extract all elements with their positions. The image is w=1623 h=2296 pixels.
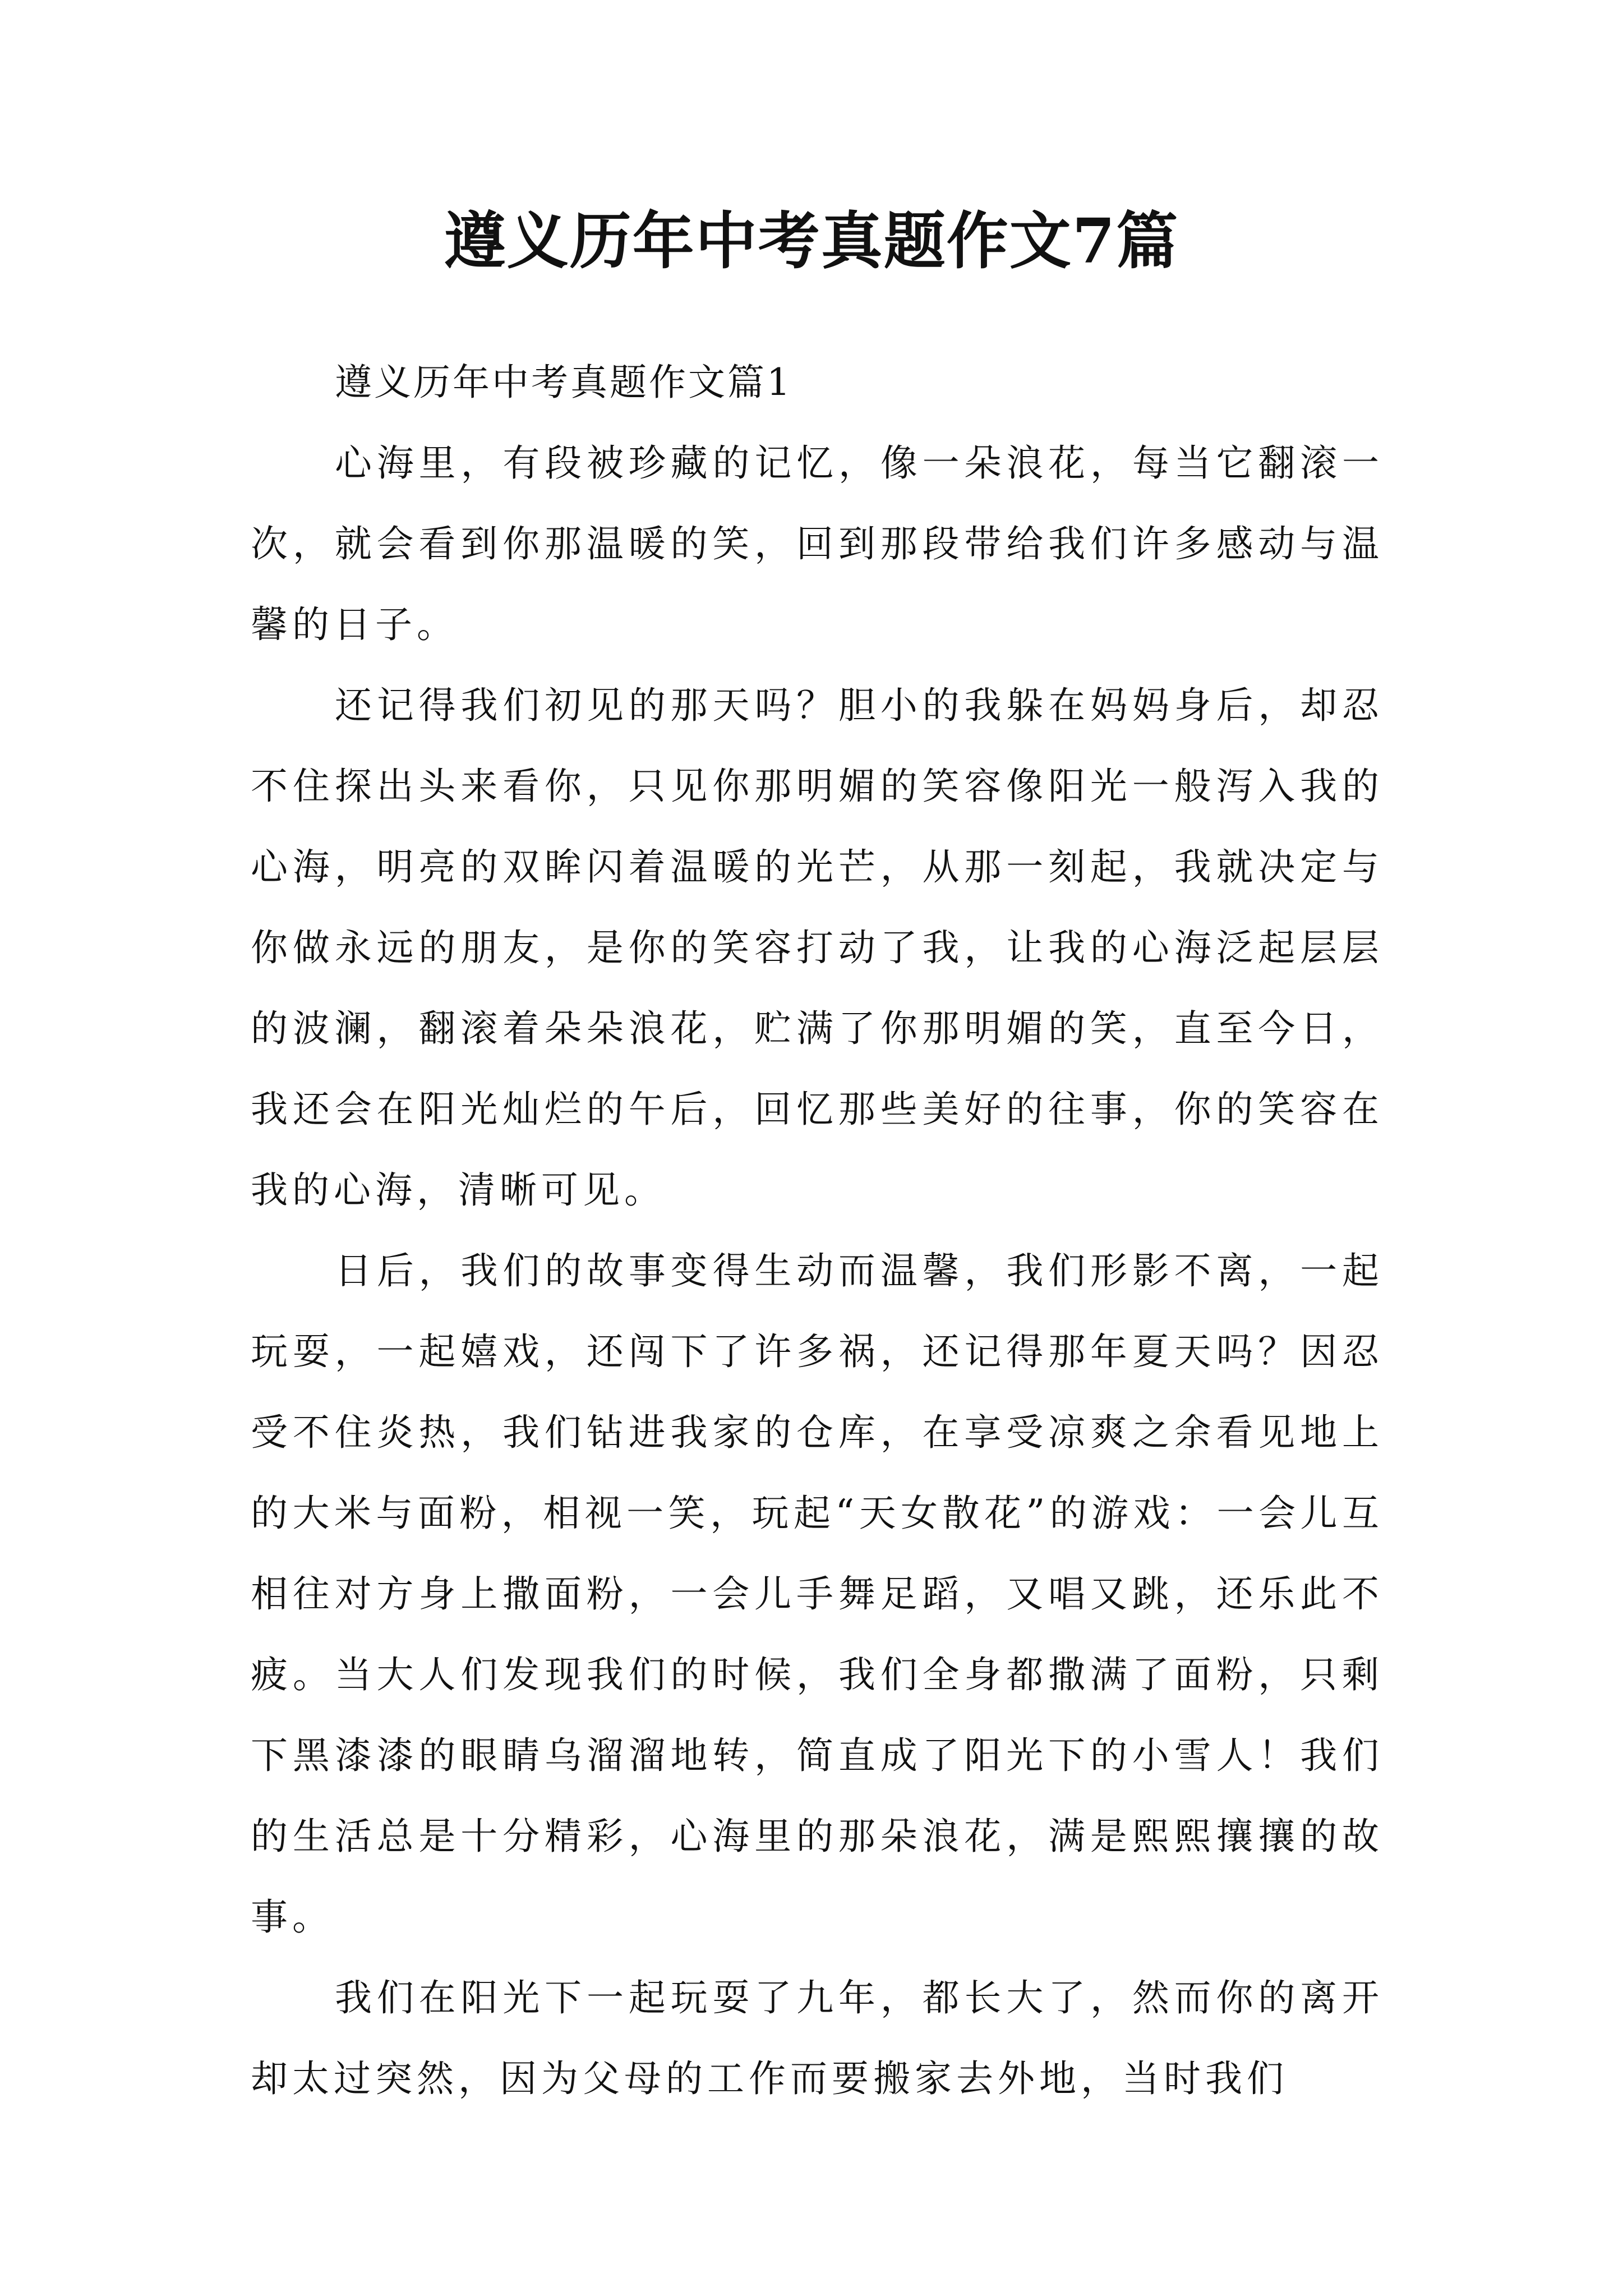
paragraph-1: 心海里，有段被珍藏的记忆，像一朵浪花，每当它翻滚一次，就会看到你那温暖的笑，回到那段带给我们许多感动与温馨的日子。 [251,441,1384,646]
paragraph-4: 我们在阳光下一起玩耍了九年，都长大了，然而你的离开却太过突然，因为父母的工作而要搬家去外地，当时我们 [251,1976,1384,2100]
document-title: 遵义历年中考真题作文7篇 [444,205,1179,277]
section-heading: 遵义历年中考真题作文篇1 [335,361,792,404]
paragraph-2: 还记得我们初见的那天吗？胆小的我躲在妈妈身后，却忍不住探出头来看你，只见你那明媚的笑容像阳光一般泻入我的心海，明亮的双眸闪着温暖的光芒，从那一刻起，我就决定与你做永远的朋友，是你的笑容打动了我，让我的心海泛起层层的波澜，翻滚着朵朵浪花，贮满了你那明媚的笑，直至今日，我还会在阳光灿烂的午后，回忆那些美好的往事，你的笑容在我的心海，清晰可见。 [251,684,1384,1212]
paragraph-3: 日后，我们的故事变得生动而温馨，我们形影不离，一起玩耍，一起嬉戏，还闯下了许多祸，还记得那年夏天吗？因忍受不住炎热，我们钻进我家的仓库，在享受凉爽之余看见地上的大米与面粉，相视一笑，玩起“天女散花”的游戏：一会儿互相往对方身上撒面粉，一会儿手舞足蹈，又唱又跳，还乐此不疲。当大人们发现我们的时候，我们全身都撒满了面粉，只剩下黑漆漆的眼睛乌溜溜地转，简直成了阳光下的小雪人！我们的生活总是十分精彩，心海里的那朵浪花，满是熙熙攘攘的故事。 [251,1249,1384,1939]
document-body [251,342,1384,2119]
